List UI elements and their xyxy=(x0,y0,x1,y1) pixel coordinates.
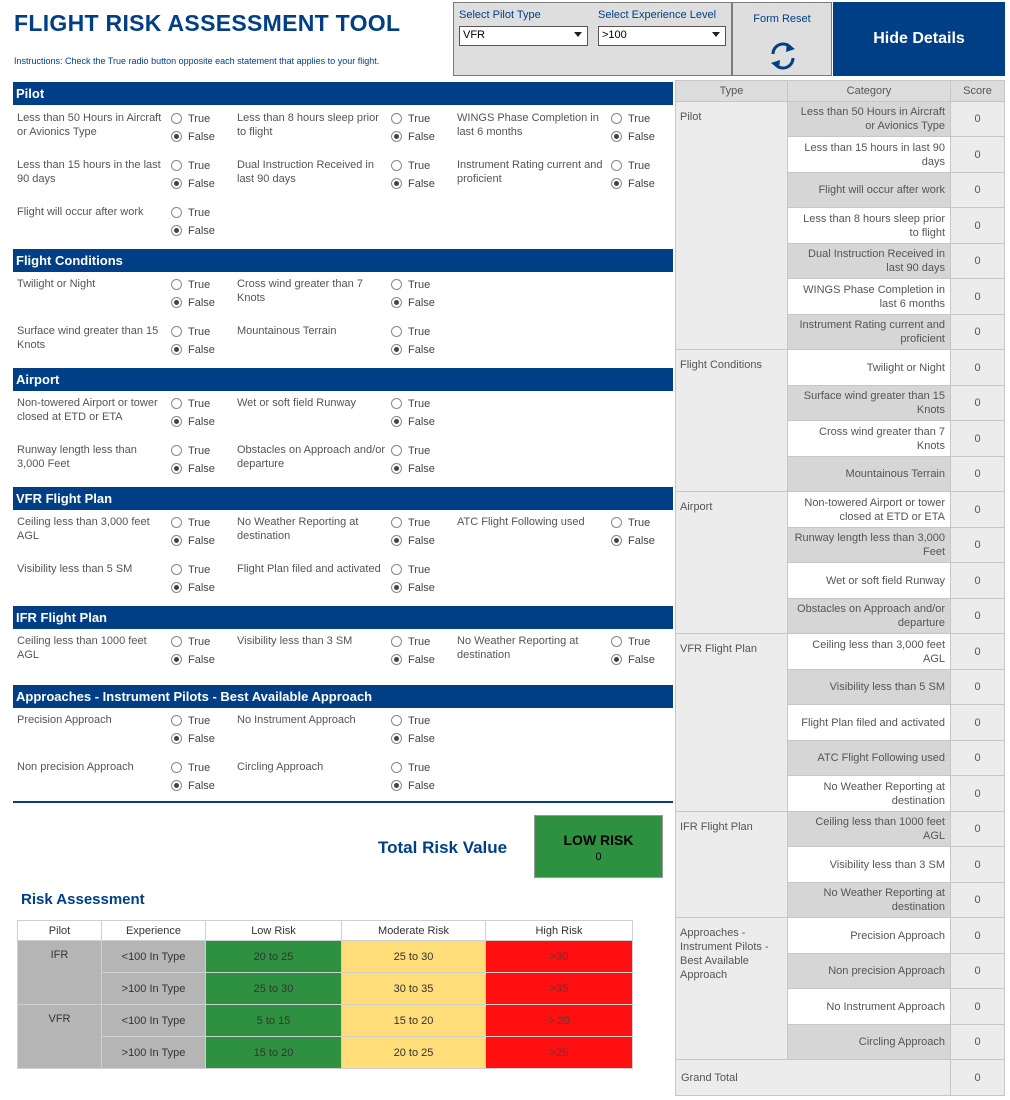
radio-false[interactable]: False xyxy=(171,131,215,143)
statement-label: Flight will occur after work xyxy=(17,206,144,218)
section-header-flight-conditions: Flight Conditions xyxy=(13,249,673,272)
score-cell: 0 xyxy=(951,847,1005,883)
radio-false[interactable]: False xyxy=(391,344,435,356)
radio-false[interactable]: False xyxy=(171,535,215,547)
statement-label: Flight Plan filed and activated xyxy=(237,563,381,575)
statement-label: Cross wind greater than 7 Knots xyxy=(237,278,363,304)
column-header: High Risk xyxy=(486,921,633,941)
high-risk-cell: > 20 xyxy=(486,1005,633,1037)
statement-label: Non precision Approach xyxy=(17,761,134,773)
statement-label: Instrument Rating current and proficient xyxy=(457,159,603,185)
experience-level-label: Select Experience Level xyxy=(598,9,717,21)
moderate-risk-cell: 15 to 20 xyxy=(342,1005,486,1037)
high-risk-cell: >35 xyxy=(486,973,633,1005)
radio-true[interactable]: True xyxy=(171,715,210,727)
category-cell: Circling Approach xyxy=(788,1025,951,1060)
category-cell: Flight Plan filed and activated xyxy=(788,705,951,741)
radio-true[interactable]: True xyxy=(391,564,430,576)
section-header-approaches: Approaches - Instrument Pilots - Best Available Approach xyxy=(13,685,673,708)
score-cell: 0 xyxy=(951,457,1005,492)
radio-false[interactable]: False xyxy=(171,416,215,428)
risk-value: 0 xyxy=(595,851,602,863)
score-cell: 0 xyxy=(951,315,1005,350)
column-header: Experience xyxy=(102,921,206,941)
risk-assessment-title: Risk Assessment xyxy=(21,891,145,908)
score-cell: 0 xyxy=(951,386,1005,421)
statement-label: Mountainous Terrain xyxy=(237,325,337,337)
radio-false[interactable]: False xyxy=(391,733,435,745)
score-cell: 0 xyxy=(951,776,1005,812)
statement-label: Visibility less than 5 SM xyxy=(17,563,133,575)
pilot-type-label: Select Pilot Type xyxy=(459,9,541,21)
radio-true[interactable]: True xyxy=(391,762,430,774)
type-cell: VFR Flight Plan xyxy=(676,634,788,812)
low-risk-cell: 25 to 30 xyxy=(206,973,342,1005)
low-risk-cell: 20 to 25 xyxy=(206,941,342,973)
radio-true[interactable]: True xyxy=(391,113,430,125)
radio-false[interactable]: False xyxy=(171,297,215,309)
radio-true[interactable]: True xyxy=(391,398,430,410)
section-header-ifr-flight-plan: IFR Flight Plan xyxy=(13,606,673,629)
statement-label: Less than 15 hours in the last 90 days xyxy=(17,159,161,185)
grand-total-label: Grand Total xyxy=(676,1060,951,1096)
column-header: Pilot xyxy=(18,921,102,941)
score-cell: 0 xyxy=(951,883,1005,918)
radio-true[interactable]: True xyxy=(171,636,210,648)
radio-false[interactable]: False xyxy=(391,297,435,309)
experience-level-value: >100 xyxy=(602,29,627,41)
radio-false[interactable]: False xyxy=(391,416,435,428)
score-cell: 0 xyxy=(951,741,1005,776)
score-cell: 0 xyxy=(951,208,1005,244)
selection-panel xyxy=(453,2,732,76)
category-cell: WINGS Phase Completion in last 6 months xyxy=(788,279,951,315)
statement-label: No Weather Reporting at destination xyxy=(237,516,359,542)
category-cell: No Instrument Approach xyxy=(788,989,951,1025)
section-divider xyxy=(13,801,673,803)
radio-true[interactable]: True xyxy=(391,326,430,338)
type-cell: Approaches - Instrument Pilots - Best Available Approach xyxy=(676,918,788,1060)
radio-false[interactable]: False xyxy=(391,463,435,475)
radio-false[interactable]: False xyxy=(171,178,215,190)
score-cell: 0 xyxy=(951,279,1005,315)
refresh-icon xyxy=(767,40,799,72)
column-header: Moderate Risk xyxy=(342,921,486,941)
pilot-cell: VFR xyxy=(18,1005,102,1069)
statement-label: No Instrument Approach xyxy=(237,714,356,726)
radio-true[interactable]: True xyxy=(171,113,210,125)
category-cell: Less than 8 hours sleep prior to flight xyxy=(788,208,951,244)
statement-label: Circling Approach xyxy=(237,761,324,773)
hide-details-button[interactable]: Hide Details xyxy=(833,2,1005,76)
radio-true[interactable]: True xyxy=(171,326,210,338)
pilot-cell: IFR xyxy=(18,941,102,1005)
radio-false[interactable]: False xyxy=(611,178,655,190)
column-header-category: Category xyxy=(788,81,951,102)
score-cell: 0 xyxy=(951,812,1005,847)
radio-false[interactable]: False xyxy=(171,733,215,745)
radio-true[interactable]: True xyxy=(391,517,430,529)
radio-false[interactable]: False xyxy=(391,178,435,190)
score-cell: 0 xyxy=(951,563,1005,599)
category-cell: Flight will occur after work xyxy=(788,173,951,208)
column-header-score: Score xyxy=(951,81,1005,102)
column-header: Low Risk xyxy=(206,921,342,941)
score-cell: 0 xyxy=(951,599,1005,634)
radio-true[interactable]: True xyxy=(171,564,210,576)
radio-false[interactable]: False xyxy=(171,225,215,237)
score-cell: 0 xyxy=(951,350,1005,386)
radio-true[interactable]: True xyxy=(171,762,210,774)
category-cell: Mountainous Terrain xyxy=(788,457,951,492)
chevron-down-icon xyxy=(712,32,720,37)
radio-false[interactable]: False xyxy=(611,535,655,547)
statement-label: ATC Flight Following used xyxy=(457,516,585,528)
score-cell: 0 xyxy=(951,492,1005,528)
radio-false[interactable]: False xyxy=(611,131,655,143)
category-cell: ATC Flight Following used xyxy=(788,741,951,776)
score-cell: 0 xyxy=(951,954,1005,989)
score-cell: 0 xyxy=(951,137,1005,173)
category-cell: Surface wind greater than 15 Knots xyxy=(788,386,951,421)
type-cell: Flight Conditions xyxy=(676,350,788,492)
category-cell: Runway length less than 3,000 Feet xyxy=(788,528,951,563)
radio-true[interactable]: True xyxy=(171,279,210,291)
category-cell: Non precision Approach xyxy=(788,954,951,989)
risk-result-badge xyxy=(534,815,663,878)
section-header-vfr-flight-plan: VFR Flight Plan xyxy=(13,487,673,510)
section-header-airport: Airport xyxy=(13,368,673,391)
radio-false[interactable]: False xyxy=(171,582,215,594)
score-cell: 0 xyxy=(951,918,1005,954)
score-cell: 0 xyxy=(951,634,1005,670)
category-cell: Non-towered Airport or tower closed at ETD or ETA xyxy=(788,492,951,528)
moderate-risk-cell: 30 to 35 xyxy=(342,973,486,1005)
radio-true[interactable]: True xyxy=(391,715,430,727)
radio-false[interactable]: False xyxy=(391,131,435,143)
statement-label: Non-towered Airport or tower closed at ETD or ETA xyxy=(17,397,158,423)
radio-true[interactable]: True xyxy=(391,160,430,172)
page-title: FLIGHT RISK ASSESSMENT TOOL xyxy=(14,10,401,36)
radio-true[interactable]: True xyxy=(171,160,210,172)
radio-true[interactable]: True xyxy=(171,398,210,410)
radio-true[interactable]: True xyxy=(611,113,650,125)
column-header-type: Type xyxy=(676,81,788,102)
total-risk-label: Total Risk Value xyxy=(378,838,508,857)
category-cell: Dual Instruction Received in last 90 days xyxy=(788,244,951,279)
score-cell: 0 xyxy=(951,1025,1005,1060)
category-cell: Ceiling less than 3,000 feet AGL xyxy=(788,634,951,670)
statement-label: Visibility less than 3 SM xyxy=(237,635,353,647)
statement-label: Precision Approach xyxy=(17,714,112,726)
form-reset-label: Form Reset xyxy=(753,13,811,25)
statement-label: Twilight or Night xyxy=(17,278,96,290)
radio-true[interactable]: True xyxy=(611,636,650,648)
radio-false[interactable]: False xyxy=(391,780,435,792)
type-cell: IFR Flight Plan xyxy=(676,812,788,918)
category-cell: Less than 15 hours in last 90 days xyxy=(788,137,951,173)
experience-cell: <100 In Type xyxy=(102,941,206,973)
chevron-down-icon xyxy=(574,32,582,37)
category-cell: No Weather Reporting at destination xyxy=(788,776,951,812)
statement-label: Wet or soft field Runway xyxy=(237,397,357,409)
radio-true[interactable]: True xyxy=(171,445,210,457)
score-cell: 0 xyxy=(951,244,1005,279)
radio-false[interactable]: False xyxy=(171,654,215,666)
radio-true[interactable]: True xyxy=(391,636,430,648)
statement-label: Surface wind greater than 15 Knots xyxy=(17,325,159,351)
moderate-risk-cell: 25 to 30 xyxy=(342,941,486,973)
statement-label: Less than 8 hours sleep prior to flight xyxy=(237,112,379,138)
score-cell: 0 xyxy=(951,705,1005,741)
score-details-table xyxy=(675,80,1005,1096)
statement-label: Runway length less than 3,000 Feet xyxy=(17,444,137,470)
radio-false[interactable]: False xyxy=(391,654,435,666)
score-cell: 0 xyxy=(951,102,1005,137)
radio-true[interactable]: True xyxy=(171,207,210,219)
category-cell: No Weather Reporting at destination xyxy=(788,883,951,918)
statement-label: WINGS Phase Completion in last 6 months xyxy=(457,112,599,138)
section-header-pilot: Pilot xyxy=(13,82,673,105)
category-cell: Less than 50 Hours in Aircraft or Avionics Type xyxy=(788,102,951,137)
experience-level-select[interactable] xyxy=(598,26,726,46)
radio-true[interactable]: True xyxy=(611,517,650,529)
radio-false[interactable]: False xyxy=(391,582,435,594)
score-cell: 0 xyxy=(951,528,1005,563)
category-cell: Obstacles on Approach and/or departure xyxy=(788,599,951,634)
category-cell: Visibility less than 5 SM xyxy=(788,670,951,705)
radio-false[interactable]: False xyxy=(171,780,215,792)
low-risk-cell: 5 to 15 xyxy=(206,1005,342,1037)
category-cell: Ceiling less than 1000 feet AGL xyxy=(788,812,951,847)
risk-level: LOW RISK xyxy=(563,832,634,848)
score-cell: 0 xyxy=(951,670,1005,705)
experience-cell: >100 In Type xyxy=(102,1037,206,1069)
statement-label: Ceiling less than 3,000 feet AGL xyxy=(17,516,150,542)
form-reset-button[interactable] xyxy=(732,2,832,76)
radio-false[interactable]: False xyxy=(611,654,655,666)
moderate-risk-cell: 20 to 25 xyxy=(342,1037,486,1069)
pilot-type-value: VFR xyxy=(463,29,485,41)
low-risk-cell: 15 to 20 xyxy=(206,1037,342,1069)
statement-label: No Weather Reporting at destination xyxy=(457,635,579,661)
radio-false[interactable]: False xyxy=(171,344,215,356)
experience-cell: <100 In Type xyxy=(102,1005,206,1037)
pilot-type-select[interactable] xyxy=(459,26,588,46)
category-cell: Cross wind greater than 7 Knots xyxy=(788,421,951,457)
radio-false[interactable]: False xyxy=(391,535,435,547)
experience-cell: >100 In Type xyxy=(102,973,206,1005)
category-cell: Wet or soft field Runway xyxy=(788,563,951,599)
category-cell: Visibility less than 3 SM xyxy=(788,847,951,883)
statement-label: Ceiling less than 1000 feet AGL xyxy=(17,635,147,661)
radio-true[interactable]: True xyxy=(611,160,650,172)
instructions-text: Instructions: Check the True radio button opposite each statement that applies to your flight. xyxy=(14,56,380,66)
radio-true[interactable]: True xyxy=(391,445,430,457)
score-cell: 0 xyxy=(951,989,1005,1025)
type-cell: Airport xyxy=(676,492,788,634)
high-risk-cell: >30 xyxy=(486,941,633,973)
statement-label: Less than 50 Hours in Aircraft or Avionics Type xyxy=(17,112,162,138)
risk-assessment-table xyxy=(17,920,633,1069)
radio-false[interactable]: False xyxy=(171,463,215,475)
high-risk-cell: >25 xyxy=(486,1037,633,1069)
score-cell: 0 xyxy=(951,173,1005,208)
category-cell: Precision Approach xyxy=(788,918,951,954)
category-cell: Twilight or Night xyxy=(788,350,951,386)
grand-total-value: 0 xyxy=(951,1060,1005,1096)
statement-label: Obstacles on Approach and/or departure xyxy=(237,444,385,470)
score-cell: 0 xyxy=(951,421,1005,457)
category-cell: Instrument Rating current and proficient xyxy=(788,315,951,350)
type-cell: Pilot xyxy=(676,102,788,350)
radio-true[interactable]: True xyxy=(171,517,210,529)
statement-label: Dual Instruction Received in last 90 days xyxy=(237,159,374,185)
radio-true[interactable]: True xyxy=(391,279,430,291)
